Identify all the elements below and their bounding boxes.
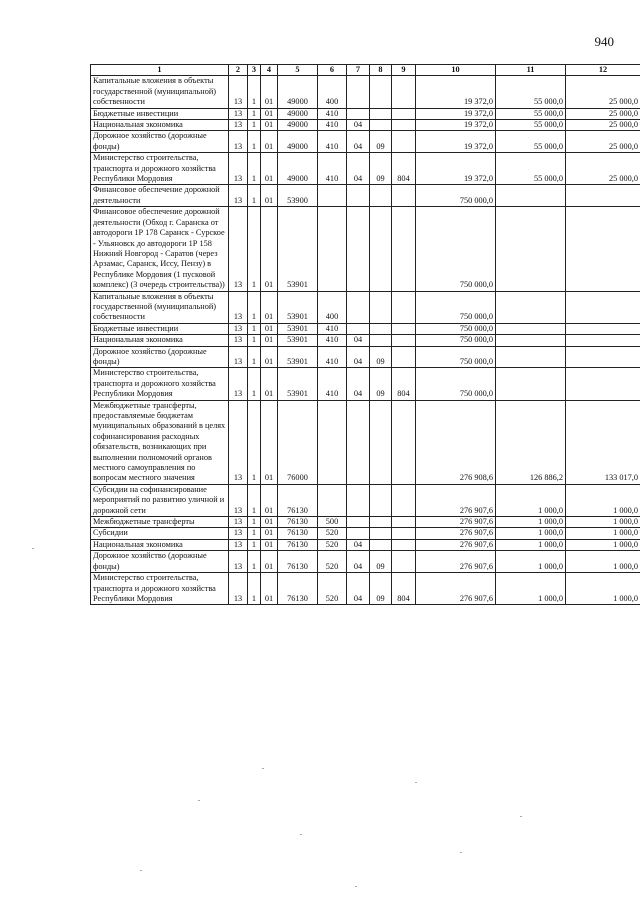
- table-row: [91, 291, 640, 323]
- table-cell: [392, 291, 416, 323]
- table-cell: 09: [370, 573, 392, 605]
- table-cell: 76130: [278, 517, 318, 528]
- table-cell: 1 000,0: [496, 573, 566, 605]
- table-cell: 01: [261, 368, 278, 400]
- table-cell: 1 000,0: [566, 517, 640, 528]
- table-cell: [370, 76, 392, 108]
- table-row: [91, 131, 640, 153]
- table-cell: 804: [392, 573, 416, 605]
- table-cell: 1 000,0: [566, 551, 640, 573]
- column-header: 3: [248, 65, 261, 76]
- table-cell: 276 907,6: [416, 551, 496, 573]
- table-cell: 1 000,0: [496, 551, 566, 573]
- table-cell: [496, 185, 566, 207]
- table-cell: [347, 207, 370, 291]
- table-cell: 276 907,6: [416, 573, 496, 605]
- table-cell: 804: [392, 368, 416, 400]
- table-cell: 1: [248, 335, 261, 346]
- budget-table: [90, 64, 640, 605]
- table-cell: [392, 185, 416, 207]
- column-header: 8: [370, 65, 392, 76]
- table-row: [91, 108, 640, 119]
- row-label-cell: Дорожное хозяйство (дорожные фонды): [91, 346, 229, 368]
- table-cell: [370, 323, 392, 334]
- table-cell: 53901: [278, 346, 318, 368]
- table-row: [91, 323, 640, 334]
- table-cell: 276 907,6: [416, 528, 496, 539]
- table-cell: 76130: [278, 573, 318, 605]
- table-cell: 53901: [278, 368, 318, 400]
- table-cell: 500: [318, 517, 347, 528]
- table-cell: [370, 335, 392, 346]
- table-cell: [370, 185, 392, 207]
- table-cell: 13: [229, 120, 248, 131]
- table-cell: 09: [370, 131, 392, 153]
- table-cell: [496, 335, 566, 346]
- table-cell: 04: [347, 368, 370, 400]
- table-cell: 750 000,0: [416, 185, 496, 207]
- table-cell: [566, 368, 640, 400]
- table-cell: 49000: [278, 76, 318, 108]
- table-cell: 400: [318, 76, 347, 108]
- table-cell: [566, 207, 640, 291]
- table-cell: 49000: [278, 153, 318, 185]
- table-cell: 410: [318, 335, 347, 346]
- table-cell: 1: [248, 76, 261, 108]
- table-cell: 25 000,0: [566, 153, 640, 185]
- table-cell: 13: [229, 335, 248, 346]
- table-cell: 01: [261, 528, 278, 539]
- table-cell: 76130: [278, 484, 318, 516]
- table-cell: 04: [347, 131, 370, 153]
- table-cell: 1: [248, 368, 261, 400]
- table-cell: 01: [261, 346, 278, 368]
- table-cell: 04: [347, 120, 370, 131]
- table-cell: 13: [229, 517, 248, 528]
- column-header: 1: [91, 65, 229, 76]
- table-cell: 1: [248, 400, 261, 484]
- table-cell: 520: [318, 573, 347, 605]
- table-cell: 410: [318, 368, 347, 400]
- table-cell: 520: [318, 539, 347, 550]
- table-row: [91, 528, 640, 539]
- table-cell: 750 000,0: [416, 291, 496, 323]
- table-cell: 750 000,0: [416, 346, 496, 368]
- table-cell: 1 000,0: [566, 573, 640, 605]
- table-cell: 1: [248, 131, 261, 153]
- table-cell: 13: [229, 76, 248, 108]
- table-cell: 01: [261, 120, 278, 131]
- table-row: [91, 573, 640, 605]
- table-cell: [392, 120, 416, 131]
- column-header: 6: [318, 65, 347, 76]
- table-cell: [392, 207, 416, 291]
- table-cell: [566, 346, 640, 368]
- table-cell: 55 000,0: [496, 76, 566, 108]
- table-cell: 1 000,0: [496, 517, 566, 528]
- row-label-cell: Национальная экономика: [91, 335, 229, 346]
- row-label-cell: Министерство строительства, транспорта и дорожного хозяйства Республики Мордовия: [91, 153, 229, 185]
- table-cell: [496, 368, 566, 400]
- table-row: [91, 400, 640, 484]
- row-label-cell: Финансовое обеспечение дорожной деятельности: [91, 185, 229, 207]
- table-cell: [392, 335, 416, 346]
- table-cell: 25 000,0: [566, 76, 640, 108]
- table-cell: 1: [248, 539, 261, 550]
- table-row: [91, 335, 640, 346]
- table-cell: [392, 551, 416, 573]
- table-cell: 04: [347, 573, 370, 605]
- row-label-cell: Бюджетные инвестиции: [91, 108, 229, 119]
- table-cell: [496, 207, 566, 291]
- row-label-cell: Капитальные вложения в объекты государственной (муниципальной) собственности: [91, 76, 229, 108]
- row-label-cell: Бюджетные инвестиции: [91, 323, 229, 334]
- table-cell: 01: [261, 484, 278, 516]
- table-cell: 1 000,0: [566, 484, 640, 516]
- table-cell: 01: [261, 185, 278, 207]
- table-cell: 276 907,6: [416, 539, 496, 550]
- table-cell: 19 372,0: [416, 153, 496, 185]
- table-cell: [566, 185, 640, 207]
- table-cell: 01: [261, 153, 278, 185]
- table-cell: [370, 291, 392, 323]
- table-cell: 55 000,0: [496, 120, 566, 131]
- table-cell: 19 372,0: [416, 76, 496, 108]
- table-cell: [347, 528, 370, 539]
- table-cell: [392, 400, 416, 484]
- column-header: 10: [416, 65, 496, 76]
- table-cell: 520: [318, 551, 347, 573]
- table-cell: [370, 484, 392, 516]
- table-cell: 1 000,0: [496, 484, 566, 516]
- table-cell: 53901: [278, 335, 318, 346]
- row-label-cell: Межбюджетные трансферты, предоставляемые бюджетам муниципальных образований в целях софинансирования расходных обязательств, возникающих при выполнении полномочий органов местного самоуправления по вопросам местного значения: [91, 400, 229, 484]
- column-header: 2: [229, 65, 248, 76]
- table-cell: 04: [347, 346, 370, 368]
- column-header: 7: [347, 65, 370, 76]
- table-cell: [392, 484, 416, 516]
- table-cell: 19 372,0: [416, 120, 496, 131]
- table-cell: 750 000,0: [416, 207, 496, 291]
- table-cell: 04: [347, 153, 370, 185]
- table-cell: 13: [229, 153, 248, 185]
- table-cell: 13: [229, 573, 248, 605]
- table-cell: [347, 291, 370, 323]
- row-label-cell: Межбюджетные трансферты: [91, 517, 229, 528]
- table-cell: 25 000,0: [566, 120, 640, 131]
- table-row: [91, 484, 640, 516]
- table-cell: 13: [229, 108, 248, 119]
- table-cell: [318, 185, 347, 207]
- table-cell: 76130: [278, 539, 318, 550]
- table-cell: 13: [229, 131, 248, 153]
- table-cell: 1: [248, 120, 261, 131]
- table-cell: [347, 185, 370, 207]
- table-cell: 09: [370, 346, 392, 368]
- table-cell: 520: [318, 528, 347, 539]
- table-cell: 133 017,0: [566, 400, 640, 484]
- row-label-cell: Финансовое обеспечение дорожной деятельности (Обход г. Саранска от автодороги 1Р 178 Саранск - Сурское - Ульяновск до автодороги 1Р 158 Нижний Новгород - Саратов (через Арзамас, Саранск, Иссу, Пензу) в Республике Мордовия (1 пусковой комплекс) (3 очередь строительства)): [91, 207, 229, 291]
- table-cell: 750 000,0: [416, 323, 496, 334]
- table-cell: [370, 528, 392, 539]
- table-cell: 01: [261, 207, 278, 291]
- row-label-cell: Дорожное хозяйство (дорожные фонды): [91, 551, 229, 573]
- table-cell: 01: [261, 76, 278, 108]
- table-row: [91, 368, 640, 400]
- table-row: [91, 120, 640, 131]
- row-label-cell: Министерство строительства, транспорта и дорожного хозяйства Республики Мордовия: [91, 368, 229, 400]
- table-cell: 01: [261, 539, 278, 550]
- row-label-cell: Национальная экономика: [91, 539, 229, 550]
- table-cell: 04: [347, 335, 370, 346]
- table-cell: 1: [248, 551, 261, 573]
- table-cell: 76000: [278, 400, 318, 484]
- column-header: 4: [261, 65, 278, 76]
- table-row: [91, 517, 640, 528]
- table-cell: 13: [229, 185, 248, 207]
- table-row: [91, 185, 640, 207]
- table-cell: 410: [318, 131, 347, 153]
- table-cell: 49000: [278, 131, 318, 153]
- row-label-cell: Капитальные вложения в объекты государственной (муниципальной) собственности: [91, 291, 229, 323]
- table-cell: 13: [229, 291, 248, 323]
- table-cell: 750 000,0: [416, 335, 496, 346]
- table-cell: 49000: [278, 108, 318, 119]
- table-cell: 13: [229, 368, 248, 400]
- table-cell: [392, 528, 416, 539]
- table-cell: [496, 291, 566, 323]
- table-cell: [496, 346, 566, 368]
- table-cell: 01: [261, 108, 278, 119]
- table-cell: [392, 76, 416, 108]
- table-cell: 55 000,0: [496, 153, 566, 185]
- table-cell: 01: [261, 335, 278, 346]
- table-cell: [318, 400, 347, 484]
- column-header: 9: [392, 65, 416, 76]
- row-label-cell: Субсидии на софинансирование мероприятий по развитию уличной и дорожной сети: [91, 484, 229, 516]
- table-cell: [392, 131, 416, 153]
- table-cell: 01: [261, 291, 278, 323]
- table-row: [91, 346, 640, 368]
- table-cell: 04: [347, 539, 370, 550]
- table-cell: 276 907,6: [416, 517, 496, 528]
- table-cell: 1: [248, 346, 261, 368]
- table-row: [91, 76, 640, 108]
- table-cell: 410: [318, 323, 347, 334]
- column-header: 12: [566, 65, 640, 76]
- table-cell: 76130: [278, 551, 318, 573]
- table-row: [91, 207, 640, 291]
- table-cell: 1: [248, 323, 261, 334]
- table-cell: 1: [248, 185, 261, 207]
- table-cell: 01: [261, 517, 278, 528]
- table-cell: 276 908,6: [416, 400, 496, 484]
- table-cell: 13: [229, 484, 248, 516]
- table-cell: [347, 76, 370, 108]
- table-cell: 750 000,0: [416, 368, 496, 400]
- table-cell: 13: [229, 551, 248, 573]
- table-cell: [347, 323, 370, 334]
- table-cell: 53901: [278, 323, 318, 334]
- table-cell: 04: [347, 551, 370, 573]
- table-cell: 13: [229, 346, 248, 368]
- table-cell: 13: [229, 207, 248, 291]
- table-cell: [370, 517, 392, 528]
- table-cell: 01: [261, 551, 278, 573]
- table-cell: 1: [248, 207, 261, 291]
- table-cell: 13: [229, 539, 248, 550]
- table-cell: 1: [248, 528, 261, 539]
- table-cell: [370, 400, 392, 484]
- table-cell: [370, 108, 392, 119]
- column-header: 5: [278, 65, 318, 76]
- table-cell: 13: [229, 400, 248, 484]
- table-cell: 01: [261, 573, 278, 605]
- table-row: [91, 551, 640, 573]
- table-cell: 1 000,0: [566, 539, 640, 550]
- table-cell: 09: [370, 153, 392, 185]
- table-cell: 13: [229, 528, 248, 539]
- table-cell: [318, 484, 347, 516]
- table-cell: 1: [248, 517, 261, 528]
- table-cell: [370, 207, 392, 291]
- table-cell: [347, 517, 370, 528]
- table-cell: [347, 108, 370, 119]
- table-cell: 410: [318, 153, 347, 185]
- table-cell: 804: [392, 153, 416, 185]
- table-cell: [318, 207, 347, 291]
- table-cell: 410: [318, 108, 347, 119]
- table-cell: [370, 120, 392, 131]
- table-cell: [347, 484, 370, 516]
- table-cell: 53900: [278, 185, 318, 207]
- table-cell: [566, 323, 640, 334]
- column-header: 11: [496, 65, 566, 76]
- table-cell: 276 907,6: [416, 484, 496, 516]
- table-cell: 1: [248, 573, 261, 605]
- table-cell: [392, 108, 416, 119]
- table-cell: 53901: [278, 207, 318, 291]
- table-cell: 1: [248, 153, 261, 185]
- table-cell: 1: [248, 484, 261, 516]
- table-cell: 01: [261, 400, 278, 484]
- table-cell: 1 000,0: [566, 528, 640, 539]
- page-number: 940: [594, 34, 614, 49]
- table-cell: [392, 346, 416, 368]
- table-cell: [392, 539, 416, 550]
- table-cell: 410: [318, 120, 347, 131]
- table-cell: 410: [318, 346, 347, 368]
- table-cell: 01: [261, 323, 278, 334]
- table-cell: 49000: [278, 120, 318, 131]
- table-cell: [496, 323, 566, 334]
- table-header-row: [91, 65, 640, 76]
- table-row: [91, 539, 640, 550]
- table-cell: 1: [248, 108, 261, 119]
- table-cell: 1: [248, 291, 261, 323]
- table-cell: 25 000,0: [566, 131, 640, 153]
- table-cell: 53901: [278, 291, 318, 323]
- table-cell: [370, 539, 392, 550]
- table-cell: 25 000,0: [566, 108, 640, 119]
- table-cell: [392, 323, 416, 334]
- table-cell: 01: [261, 131, 278, 153]
- table-cell: [392, 517, 416, 528]
- table-cell: 19 372,0: [416, 108, 496, 119]
- table-row: [91, 153, 640, 185]
- table-cell: [566, 335, 640, 346]
- table-cell: 55 000,0: [496, 108, 566, 119]
- row-label-cell: Субсидии: [91, 528, 229, 539]
- table-cell: 400: [318, 291, 347, 323]
- table-cell: 1 000,0: [496, 528, 566, 539]
- table-cell: 09: [370, 368, 392, 400]
- table-cell: 126 886,2: [496, 400, 566, 484]
- table-cell: 13: [229, 323, 248, 334]
- table-cell: [347, 400, 370, 484]
- row-label-cell: Дорожное хозяйство (дорожные фонды): [91, 131, 229, 153]
- table-cell: 76130: [278, 528, 318, 539]
- row-label-cell: Национальная экономика: [91, 120, 229, 131]
- table-cell: 1 000,0: [496, 539, 566, 550]
- table-cell: [566, 291, 640, 323]
- table-cell: 55 000,0: [496, 131, 566, 153]
- table-cell: 09: [370, 551, 392, 573]
- table-cell: 19 372,0: [416, 131, 496, 153]
- row-label-cell: Министерство строительства, транспорта и дорожного хозяйства Республики Мордовия: [91, 573, 229, 605]
